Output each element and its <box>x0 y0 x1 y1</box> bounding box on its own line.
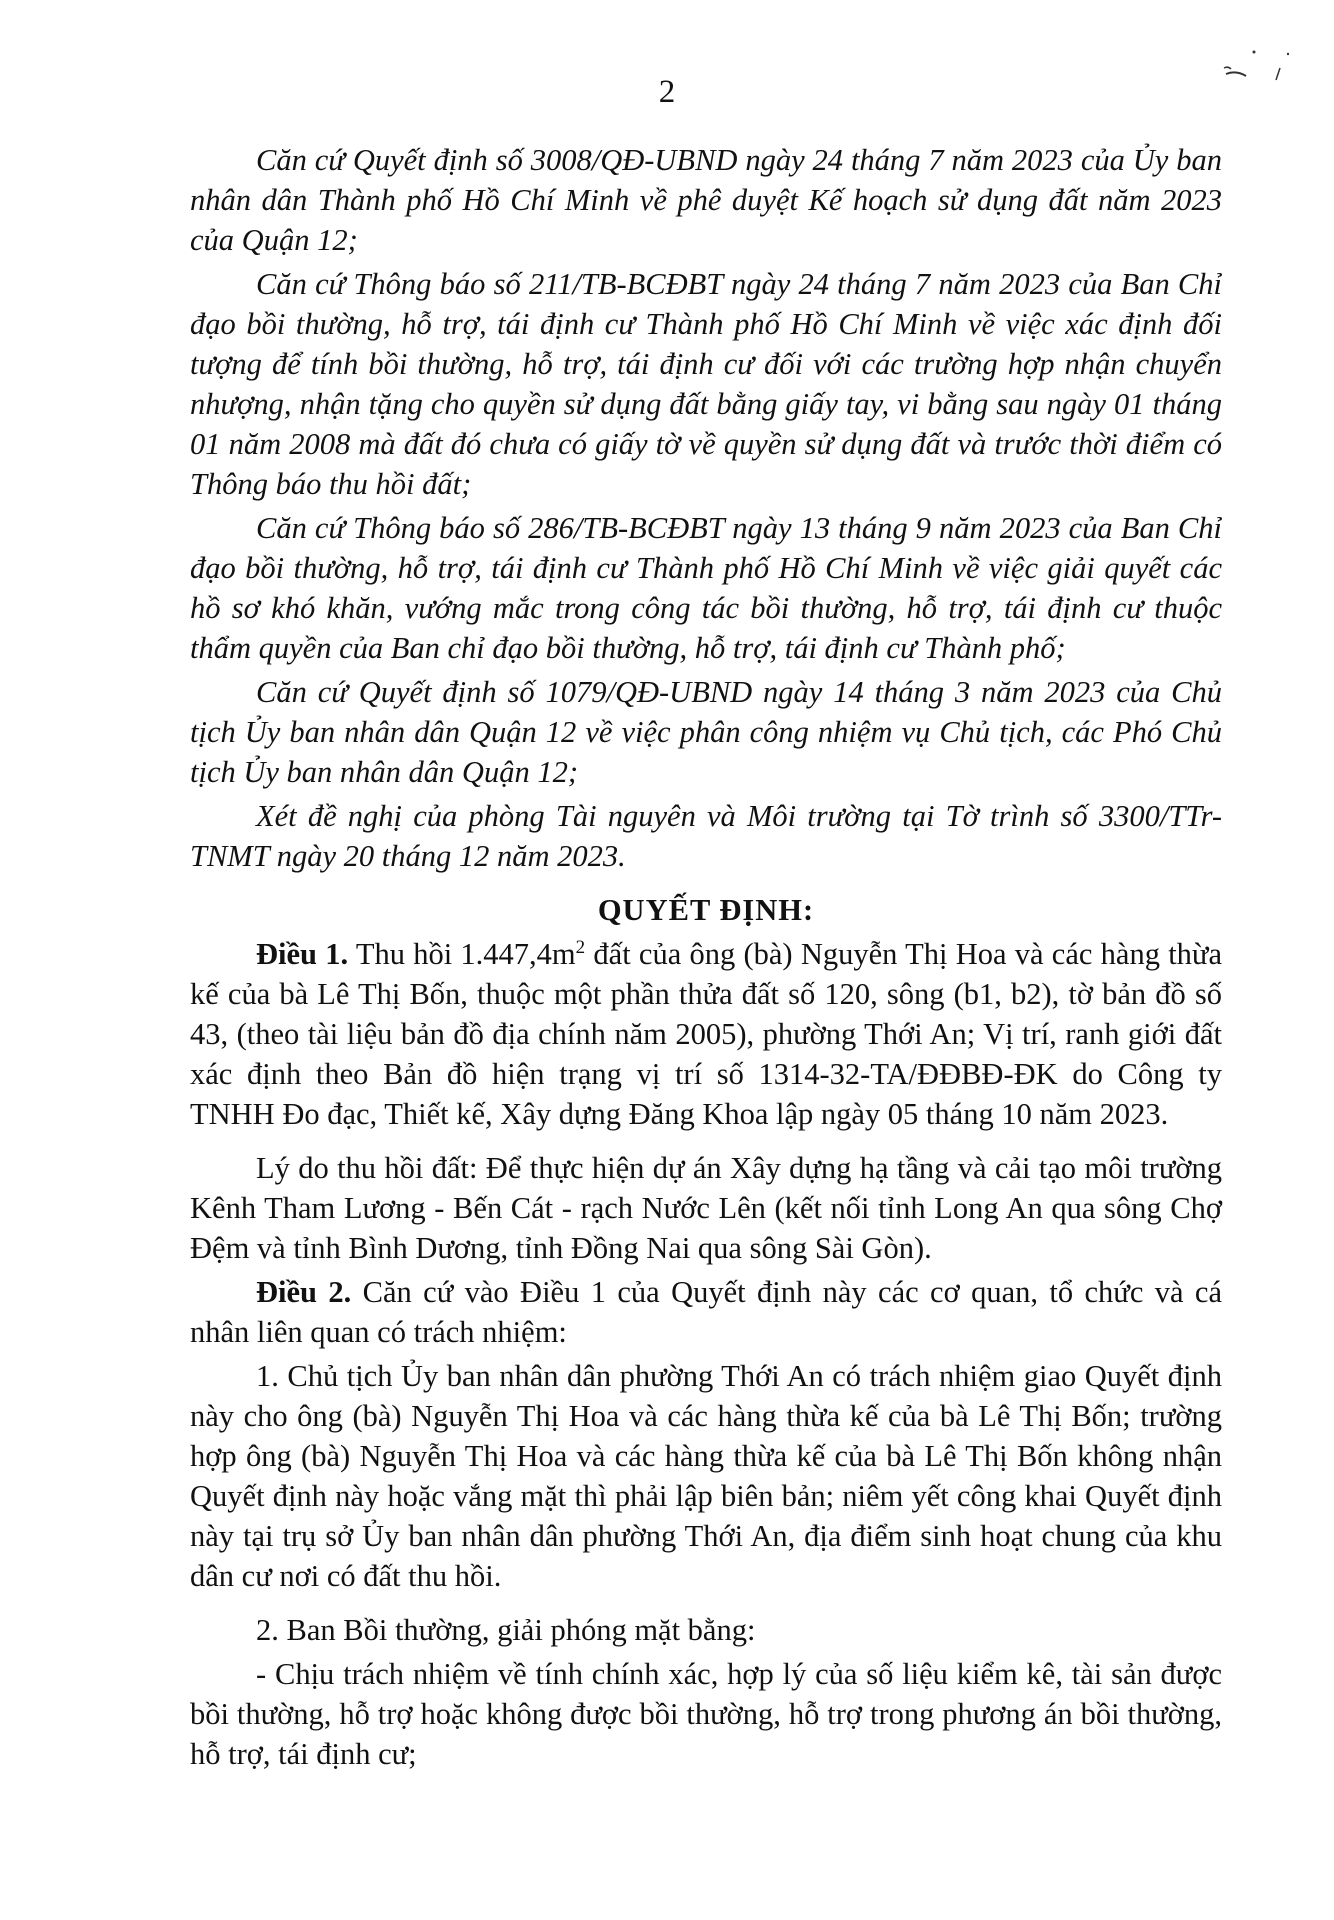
article-1-text-rest: đất của ông (bà) Nguyễn Thị Hoa và các hàng thừa kế của bà Lê Thị Bốn, thuộc một phần thửa đất số 120, sông (b1, b2), tờ bản đồ số 43, (theo tài liệu bản đồ địa chính năm 2005), phường Thới An; Vị trí, ranh giới đất xác định theo Bản đồ hiện trạng vị trí số 1314-32-TA/ĐĐBĐ-ĐK do Công ty TNHH Đo đạc, Thiết kế, Xây dựng Đăng Khoa lập ngày 05 tháng 10 năm 2023. <box>190 937 1222 1131</box>
preamble-paragraph: Căn cứ Quyết định số 1079/QĐ-UBND ngày 14 tháng 3 năm 2023 của Chủ tịch Ủy ban nhân dân Quận 12 về việc phân công nhiệm vụ Chủ tịch, các Phó Chủ tịch Ủy ban nhân dân Quận 12; <box>190 675 1222 789</box>
decision-heading: QUYẾT ĐỊNH: <box>597 893 815 927</box>
preamble-paragraph: Xét đề nghị của phòng Tài nguyên và Môi trường tại Tờ trình số 3300/TTr-TNMT ngày 20 tháng 12 năm 2023. <box>190 799 1222 873</box>
article-2-item-1: 1. Chủ tịch Ủy ban nhân dân phường Thới An có trách nhiệm giao Quyết định này cho ông (bà) Nguyễn Thị Hoa và các hàng thừa kế của bà Lê Thị Bốn; trường hợp ông (bà) Nguyễn Thị Hoa và các hàng thừa kế của bà Lê Thị Bốn không nhận Quyết định này hoặc vắng mặt thì phải lập biên bản; niêm yết công khai Quyết định này tại trụ sở Ủy ban nhân dân phường Thới An, địa điểm sinh hoạt chung của khu dân cư nơi có đất thu hồi. <box>190 1359 1222 1593</box>
article-2-paragraph <box>190 1272 1222 1352</box>
document-body <box>190 140 1222 1774</box>
article-2-label: Điều 2. <box>256 1275 352 1309</box>
area-unit-superscript: 2 <box>575 936 586 958</box>
preamble-paragraph: Căn cứ Quyết định số 3008/QĐ-UBND ngày 24 tháng 7 năm 2023 của Ủy ban nhân dân Thành phố Hồ Chí Minh về phê duyệt Kế hoạch sử dụng đất năm 2023 của Quận 12; <box>190 143 1222 257</box>
article-1-text-start: Thu hồi 1.447,4m <box>348 937 576 971</box>
preamble-paragraph: Căn cứ Thông báo số 286/TB-BCĐBT ngày 13 tháng 9 năm 2023 của Ban Chỉ đạo bồi thường, hỗ trợ, tái định cư Thành phố Hồ Chí Minh về việc giải quyết các hồ sơ khó khăn, vướng mắc trong công tác bồi thường, hỗ trợ, tái định cư thuộc thẩm quyền của Ban chỉ đạo bồi thường, hỗ trợ, tái định cư Thành phố; <box>190 511 1222 665</box>
article-1-label: Điều 1. <box>256 937 349 971</box>
article-2-item-2-bullet: - Chịu trách nhiệm về tính chính xác, hợp lý của số liệu kiểm kê, tài sản được bồi thường, hỗ trợ hoặc không được bồi thường, hỗ trợ trong phương án bồi thường, hỗ trợ, tái định cư; <box>190 1657 1222 1771</box>
article-2-item-2: 2. Ban Bồi thường, giải phóng mặt bằng: <box>256 1613 756 1647</box>
article-1-paragraph <box>190 934 1222 1134</box>
article-2-text: Căn cứ vào Điều 1 của Quyết định này các cơ quan, tổ chức và cá nhân liên quan có trách nhiệm: <box>190 1275 1223 1349</box>
page-number: 2 <box>658 74 676 110</box>
preamble-paragraph: Căn cứ Thông báo số 211/TB-BCĐBT ngày 24 tháng 7 năm 2023 của Ban Chỉ đạo bồi thường, hỗ trợ, tái định cư Thành phố Hồ Chí Minh về việc xác định đối tượng để tính bồi thường, hỗ trợ, tái định cư đối với các trường hợp nhận chuyển nhượng, nhận tặng cho quyền sử dụng đất bằng giấy tay, vi bằng sau ngày 01 tháng 01 năm 2008 mà đất đó chưa có giấy tờ về quyền sử dụng đất và trước thời điểm có Thông báo thu hồi đất; <box>190 267 1222 501</box>
article-1-reason: Lý do thu hồi đất: Để thực hiện dự án Xây dựng hạ tầng và cải tạo môi trường Kênh Tham Lương - Bến Cát - rạch Nước Lên (kết nối tỉnh Long An qua sông Chợ Đệm và tỉnh Bình Dương, tỉnh Đồng Nai qua sông Sài Gòn). <box>190 1151 1222 1265</box>
